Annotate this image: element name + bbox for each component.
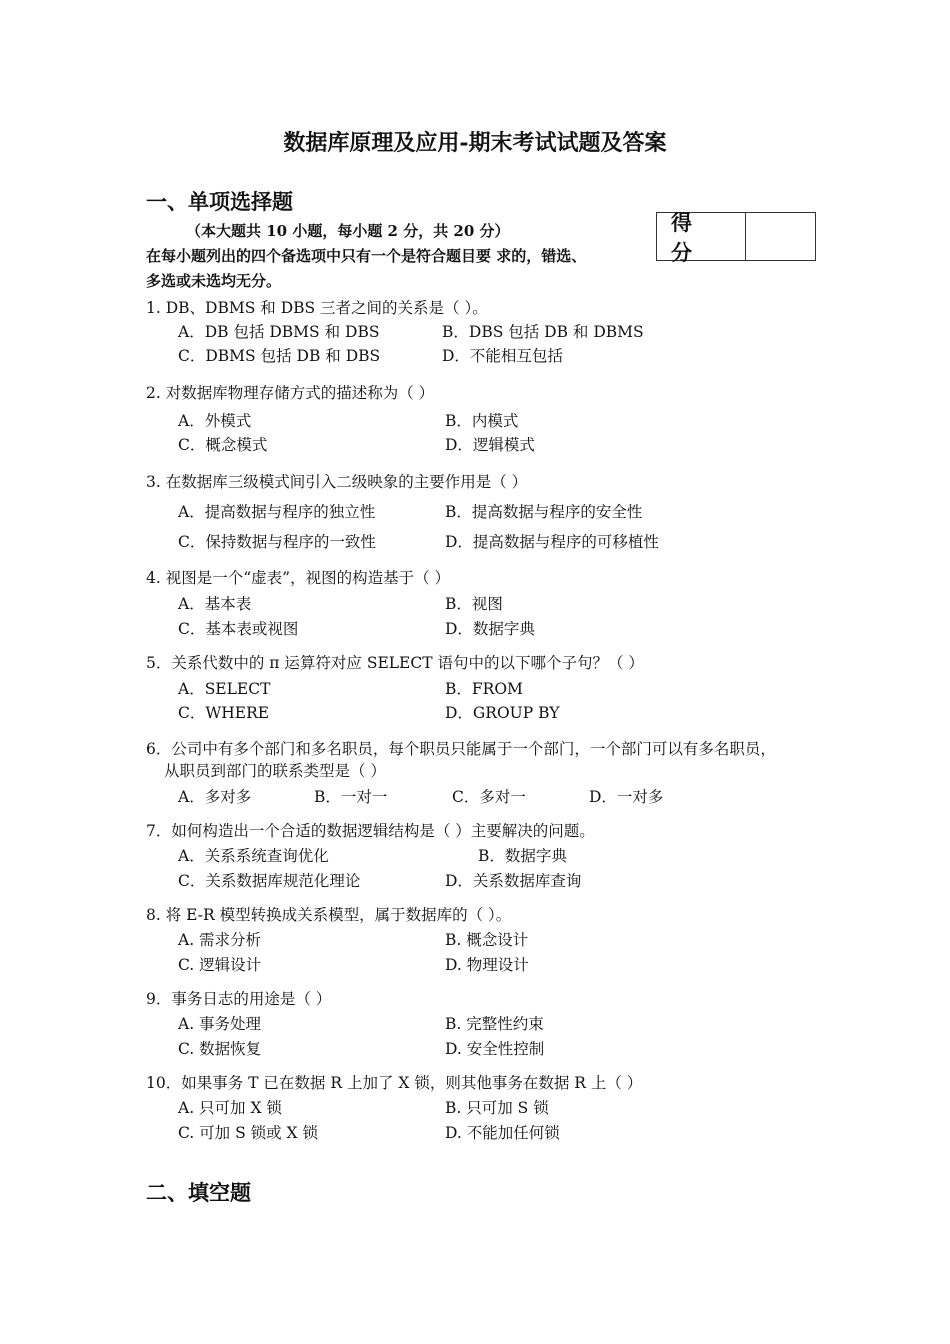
question-4-option-a: A．基本表 [178,595,252,613]
question-7-stem: 7．如何构造出一个合适的数据逻辑结构是（ ）主要解决的问题。 [146,822,595,840]
score-cell [746,213,815,260]
question-9-option-b: B. 完整性约束 [445,1015,544,1033]
question-1-option-c: C．DBMS 包括 DB 和 DBS [178,347,381,365]
question-2-option-b: B．内模式 [445,412,519,430]
question-4-stem: 4. 视图是一个“虚表”，视图的构造基于（ ） [146,569,450,587]
question-3-option-d: D．提高数据与程序的可移植性 [445,533,659,551]
question-10-option-b: B. 只可加 S 锁 [445,1099,549,1117]
question-9-option-c: C. 数据恢复 [178,1040,262,1058]
question-1-option-a: A．DB 包括 DBMS 和 DBS [178,323,380,341]
question-6-option-d: D．一对多 [589,788,664,806]
question-6-option-c: C．多对一 [452,788,526,806]
question-7-option-a: A．关系系统查询优化 [178,847,329,865]
question-3-option-a: A．提高数据与程序的独立性 [178,503,376,521]
question-5-option-b: B．FROM [445,680,523,698]
question-10-stem: 10．如果事务 T 已在数据 R 上加了 X 锁，则其他事务在数据 R 上（ ） [146,1074,643,1092]
question-1-stem: 1. DB、DBMS 和 DBS 三者之间的关系是（ ）。 [146,299,488,317]
question-9-option-a: A. 事务处理 [178,1015,262,1033]
question-8-option-a: A. 需求分析 [178,931,262,949]
question-1-option-b: B．DBS 包括 DB 和 DBMS [442,323,644,341]
question-1-option-d: D．不能相互包括 [442,347,563,365]
question-5-option-a: A．SELECT [178,680,271,698]
question-10-option-a: A. 只可加 X 锁 [178,1099,282,1117]
section2-heading: 二、填空题 [146,1180,251,1205]
question-3-option-c: C．保持数据与程序的一致性 [178,533,376,551]
question-4-option-c: C．基本表或视图 [178,620,299,638]
question-2-option-a: A．外模式 [178,412,252,430]
question-8-option-d: D. 物理设计 [445,956,529,974]
question-3-stem: 3. 在数据库三级模式间引入二级映象的主要作用是（ ） [146,473,528,491]
question-6-option-a: A．多对多 [178,788,252,806]
section1-note: （本大题共 10 小题，每小题 2 分，共 20 分） [186,222,510,240]
question-6-option-b: B．一对一 [314,788,388,806]
question-3-option-b: B．提高数据与程序的安全性 [445,503,643,521]
section1-heading: 一、单项选择题 [146,189,293,214]
question-8-option-c: C. 逻辑设计 [178,956,262,974]
question-7-option-d: D．关系数据库查询 [445,872,582,890]
question-9-stem: 9．事务日志的用途是（ ） [146,990,332,1008]
question-6-stem-line2: 从职员到部门的联系类型是（ ） [164,762,386,780]
question-7-option-c: C．关系数据库规范化理论 [178,872,361,890]
section1-instruction-2: 多选或未选均无分。 [146,272,282,290]
question-5-stem: 5．关系代数中的 π 运算符对应 SELECT 语句中的以下哪个子句？（ ） [146,654,644,672]
question-2-option-d: D．逻辑模式 [445,436,535,454]
page-title: 数据库原理及应用-期末考试试题及答案 [283,130,667,156]
question-10-option-d: D. 不能加任何锁 [445,1124,560,1142]
question-2-stem: 2. 对数据库物理存储方式的描述称为（ ） [146,384,435,402]
question-8-option-b: B. 概念设计 [445,931,529,949]
question-8-stem: 8. 将 E-R 模型转换成关系模型，属于数据库的（ ）。 [146,906,512,924]
question-6-stem: 6．公司中有多个部门和多名职员，每个职员只能属于一个部门，一个部门可以有多名职员， [146,740,776,758]
question-2-option-c: C．概念模式 [178,436,268,454]
score-box [656,209,816,265]
question-4-option-d: D．数据字典 [445,620,535,638]
question-5-option-c: C．WHERE [178,704,270,722]
question-4-option-b: B．视图 [445,595,503,613]
question-5-option-d: D．GROUP BY [445,704,560,722]
question-10-option-c: C. 可加 S 锁或 X 锁 [178,1124,319,1142]
question-7-option-b: B．数据字典 [478,847,567,865]
section1-instruction-1: 在每小题列出的四个备选项中只有一个是符合题目要 求的，错选、 [146,247,587,265]
question-9-option-d: D. 安全性控制 [445,1040,545,1058]
score-label: 得 分 [657,213,746,260]
